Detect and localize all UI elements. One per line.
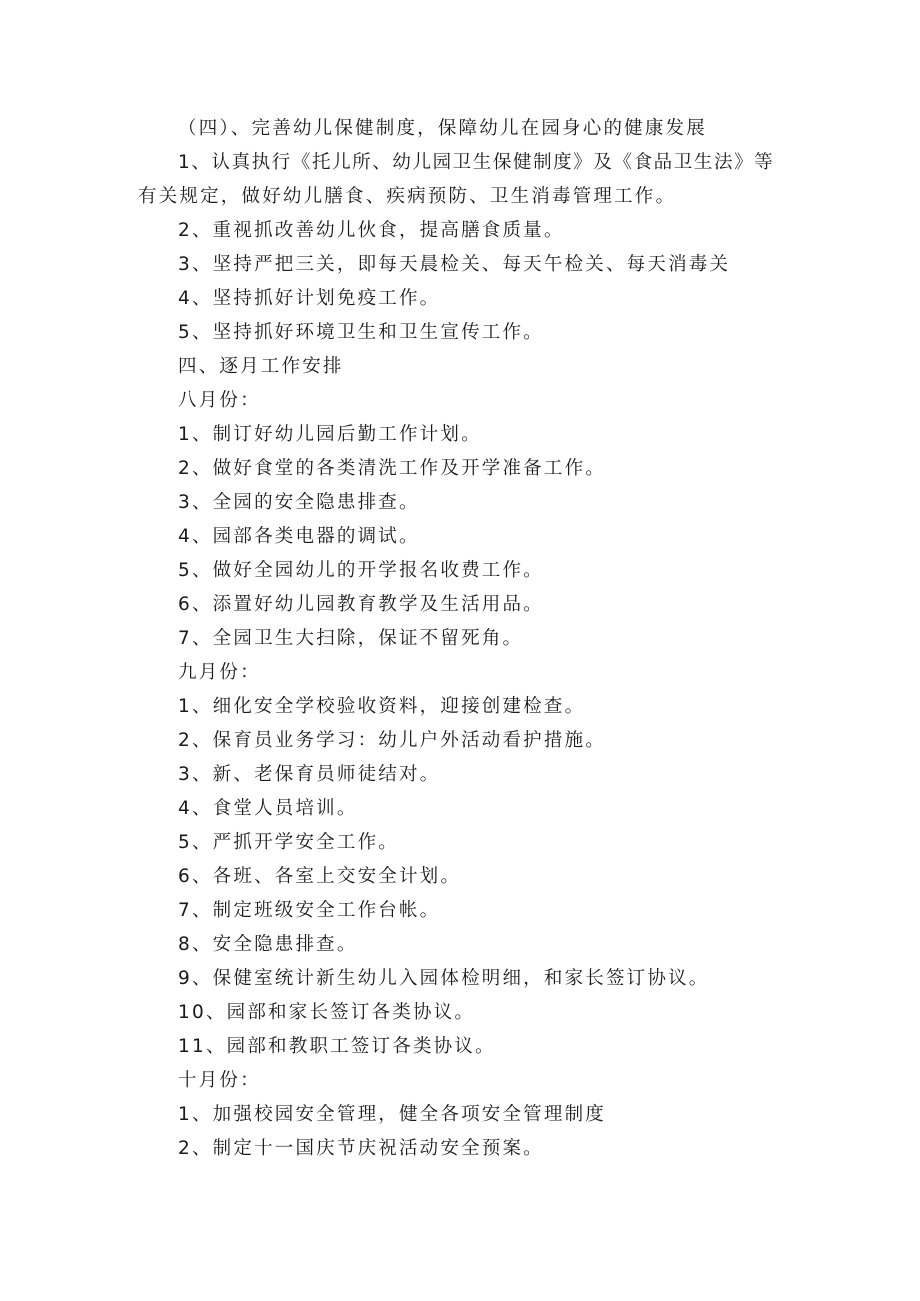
paragraph-line-continued: 有关规定，做好幼儿膳食、疾病预防、卫生消毒管理工作。 bbox=[138, 186, 677, 207]
list-item: 1、制订好幼儿园后勤工作计划。 bbox=[178, 424, 482, 445]
month-heading-october: 十月份： bbox=[178, 1070, 261, 1091]
list-item: 1、细化安全学校验收资料，迎接创建检查。 bbox=[178, 696, 586, 717]
list-item: 8、安全隐患排查。 bbox=[178, 934, 358, 955]
list-item: 5、严抓开学安全工作。 bbox=[178, 832, 399, 853]
list-item: 2、做好食堂的各类清洗工作及开学准备工作。 bbox=[178, 458, 606, 479]
list-item: 2、制定十一国庆节庆祝活动安全预案。 bbox=[178, 1138, 544, 1159]
list-item: 4、食堂人员培训。 bbox=[178, 798, 358, 819]
list-item: 3、新、老保育员师徒结对。 bbox=[178, 764, 441, 785]
section-heading-monthly: 四、逐月工作安排 bbox=[178, 356, 344, 377]
list-item: 3、全园的安全隐患排查。 bbox=[178, 492, 420, 513]
section-heading-health: （四）、完善幼儿保健制度，保障幼儿在园身心的健康发展 bbox=[178, 118, 707, 139]
list-item: 4、坚持抓好计划免疫工作。 bbox=[178, 288, 441, 309]
list-item: 5、坚持抓好环境卫生和卫生宣传工作。 bbox=[178, 322, 544, 343]
list-item: 11、园部和教职工签订各类协议。 bbox=[178, 1036, 496, 1057]
list-item: 10、园部和家长签订各类协议。 bbox=[178, 1002, 476, 1023]
month-heading-august: 八月份： bbox=[178, 390, 261, 411]
list-item: 9、保健室统计新生幼儿入园体检明细，和家长签订协议。 bbox=[178, 968, 710, 989]
list-item: 7、制定班级安全工作台帐。 bbox=[178, 900, 441, 921]
list-item: 4、园部各类电器的调试。 bbox=[178, 526, 420, 547]
month-heading-september: 九月份： bbox=[178, 662, 261, 683]
list-item: 7、全园卫生大扫除，保证不留死角。 bbox=[178, 628, 524, 649]
list-item: 2、重视抓改善幼儿伙食，提高膳食质量。 bbox=[178, 220, 565, 241]
list-item: 5、做好全园幼儿的开学报名收费工作。 bbox=[178, 560, 544, 581]
list-item: 3、坚持严把三关，即每天晨检关、每天午检关、每天消毒关 bbox=[178, 254, 731, 275]
list-item: 6、各班、各室上交安全计划。 bbox=[178, 866, 462, 887]
paragraph-line: 1、认真执行《托儿所、幼儿园卫生保健制度》及《食品卫生法》等 bbox=[178, 152, 775, 173]
list-item: 1、加强校园安全管理，健全各项安全管理制度 bbox=[178, 1104, 606, 1125]
list-item: 2、保育员业务学习：幼儿户外活动看护措施。 bbox=[178, 730, 606, 751]
list-item: 6、添置好幼儿园教育教学及生活用品。 bbox=[178, 594, 544, 615]
